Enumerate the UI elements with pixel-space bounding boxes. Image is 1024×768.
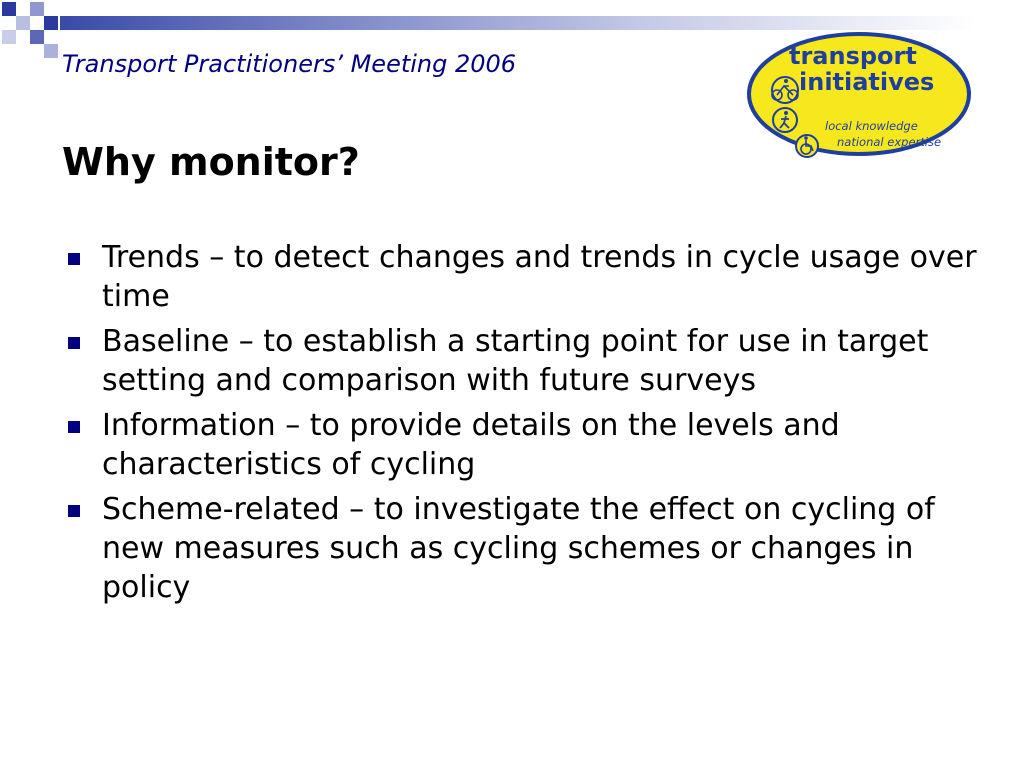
bullet-text: Trends – to detect changes and trends in cycle usage over time <box>102 240 977 314</box>
transport-initiatives-logo <box>745 28 973 160</box>
bullet-text: Information – to provide details on the levels and characteristics of cycling <box>102 408 840 482</box>
bullet-square-icon <box>68 337 80 349</box>
logo-line1: transport <box>789 42 917 70</box>
bullet-item <box>64 238 994 316</box>
bullet-text: Scheme-related – to investigate the effect on cycling of new measures such as cycling schemes or changes in policy <box>102 492 935 605</box>
logo-line2: initiatives <box>799 68 935 96</box>
bullet-item <box>64 322 994 400</box>
bullet-text: Baseline – to establish a starting point for use in target setting and comparison with future surveys <box>102 324 929 398</box>
bullet-square-icon <box>68 253 80 265</box>
bullet-item <box>64 490 994 607</box>
decoration-square <box>2 30 16 44</box>
decoration-square <box>2 2 16 16</box>
logo-tagline2: national expertise <box>837 135 942 149</box>
bullet-square-icon <box>68 505 80 517</box>
cyclist-icon <box>772 77 798 103</box>
bullet-square-icon <box>68 421 80 433</box>
wheelchair-icon <box>796 135 818 157</box>
bullet-list <box>64 238 994 613</box>
decoration-square <box>30 2 44 16</box>
slide-subtitle: Transport Practitioners’ Meeting 2006 <box>62 50 517 78</box>
decoration-square <box>16 16 30 30</box>
pedestrian-icon <box>773 108 797 132</box>
decoration-square <box>44 16 58 30</box>
bullet-item <box>64 406 994 484</box>
slide-title: Why monitor? <box>62 140 360 184</box>
decoration-square <box>44 44 58 58</box>
decoration-square <box>30 30 44 44</box>
logo-tagline1: local knowledge <box>825 119 918 133</box>
